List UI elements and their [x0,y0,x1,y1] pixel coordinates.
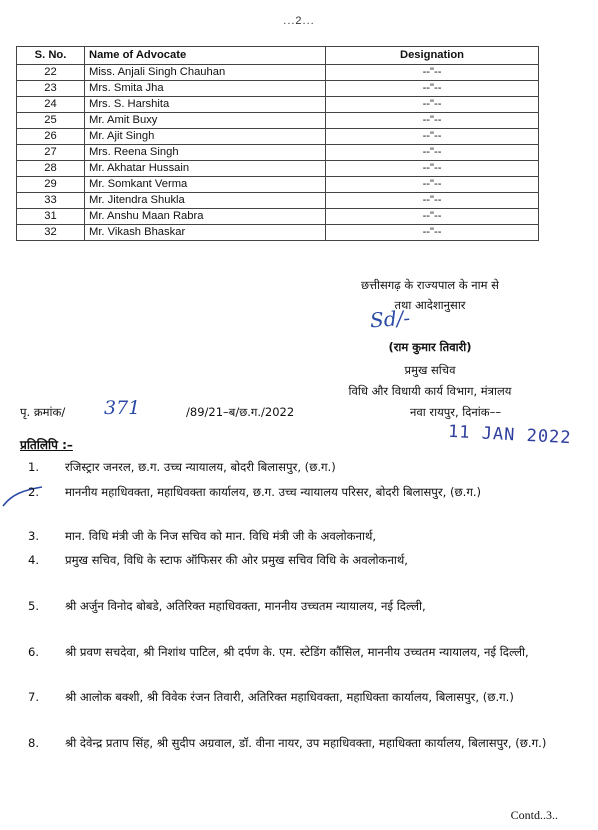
cell-designation: --"-- [326,97,539,113]
cell-designation: --"-- [326,81,539,97]
copy-item [28,481,568,527]
signatory-title: प्रमुख सचिव [404,363,456,377]
cell-sno: 33 [17,193,85,209]
copy-item-number: 3. [28,529,40,543]
table-row [17,65,539,81]
table-row [17,129,539,145]
copy-item-text: रजिस्ट्रार जनरल, छ.ग. उच्च न्यायालय, बोदरी बिलासपुर, (छ.ग.) [65,460,336,474]
signatory-name: (राम कुमार तिवारी) [388,340,472,354]
cell-sno: 29 [17,177,85,193]
cell-sno: 22 [17,65,85,81]
table-row [17,145,539,161]
table-row [17,177,539,193]
table-header-row [17,47,539,65]
cell-name: Mr. Anshu Maan Rabra [85,209,326,225]
copy-item [28,549,568,595]
copy-item [28,456,568,480]
cell-name: Mr. Akhatar Hussain [85,161,326,177]
table-row [17,97,539,113]
copy-item [28,732,568,778]
table-row [17,81,539,97]
cell-designation: --"-- [326,193,539,209]
cell-sno: 27 [17,145,85,161]
cell-name: Mrs. S. Harshita [85,97,326,113]
copy-item-text: माननीय महाधिवक्ता, महाधिवक्ता कार्यालय, छ.ग. उच्च न्यायालय परिसर, बोदरी बिलासपुर, (छ.ग.) [65,485,482,499]
cell-designation: --"-- [326,161,539,177]
cell-name: Mr. Ajit Singh [85,129,326,145]
table-row [17,225,539,241]
date-stamp: 11 JAN 2022 [447,421,573,449]
header-designation: Designation [326,47,539,65]
cell-name: Mrs. Smita Jha [85,81,326,97]
copy-item-number: 4. [28,553,40,567]
table-row [17,209,539,225]
continued-note: Contd..3.. [510,808,558,822]
cell-sno: 28 [17,161,85,177]
reference-place-date: नवा रायपुर, दिनांक–– [410,405,502,419]
copy-item-number: 5. [28,599,40,613]
signature-line-1: छत्तीसगढ़ के राज्यपाल के नाम से [361,278,499,292]
copy-item-text: श्री देवेन्द्र प्रताप सिंह, श्री सुदीप अग्रवाल, डॉ. वीना नायर, उप महाधिवक्ता, महाधिक्ता कार्यालय, बिलासपुर, (छ.ग.) [65,736,547,750]
cell-name: Mr. Somkant Verma [85,177,326,193]
copy-item-text: श्री अर्जुन विनोद बोबडे, अतिरिक्त महाधिवक्ता, माननीय उच्चतम न्यायालय, नई दिल्ली, [65,599,426,613]
signature-line-2: तथा आदेशानुसार [394,298,466,312]
table-row [17,161,539,177]
cell-designation: --"-- [326,65,539,81]
cell-designation: --"-- [326,209,539,225]
copy-item-number: 2. [28,485,40,499]
copy-item-number: 8. [28,736,40,750]
copy-item [28,686,568,732]
copy-to-label: प्रतिलिपि :– [20,438,73,452]
table-row [17,193,539,209]
copy-item [28,641,568,687]
page-number: ...2... [283,15,315,27]
cell-sno: 25 [17,113,85,129]
copy-item-text: श्री प्रवण सचदेवा, श्री निशांथ पाटिल, श्री दर्पण के. एम. स्टेडिंग कौंसिल, माननीय उच्चतम न्यायालय, नई दिल्ली, [65,645,529,659]
header-sno: S. No. [17,47,85,65]
copy-item-number: 6. [28,645,40,659]
cell-name: Mr. Vikash Bhaskar [85,225,326,241]
cell-designation: --"-- [326,225,539,241]
cell-sno: 32 [17,225,85,241]
cell-sno: 31 [17,209,85,225]
advocates-table [16,46,539,241]
cell-name: Miss. Anjali Singh Chauhan [85,65,326,81]
table-row [17,113,539,129]
copy-item [28,525,568,549]
reference-code: /89/21–ब/छ.ग./2022 [186,405,295,419]
cell-sno: 26 [17,129,85,145]
copy-item-number: 1. [28,460,40,474]
cell-designation: --"-- [326,129,539,145]
handwritten-signature: Sd/- [369,305,411,333]
cell-name: Mr. Jitendra Shukla [85,193,326,209]
cell-sno: 24 [17,97,85,113]
header-name: Name of Advocate [85,47,326,65]
cell-designation: --"-- [326,113,539,129]
cell-name: Mrs. Reena Singh [85,145,326,161]
reference-number-handwritten: 371 [104,397,141,419]
reference-label: पृ. क्रमांक/ [20,405,66,419]
copy-item-text: प्रमुख सचिव, विधि के स्टाफ ऑफिसर की ओर प्रमुख सचिव विधि के अवलोकनार्थ, [65,553,408,567]
copy-item-number: 7. [28,690,40,704]
cell-designation: --"-- [326,177,539,193]
cell-name: Mr. Amit Buxy [85,113,326,129]
signatory-department: विधि और विधायी कार्य विभाग, मंत्रालय [348,384,512,398]
cell-sno: 23 [17,81,85,97]
copy-item [28,595,568,641]
cell-designation: --"-- [326,145,539,161]
copy-item-text: श्री आलोक बक्शी, श्री विवेक रंजन तिवारी, अतिरिक्त महाधिवक्ता, महाधिक्ता कार्यालय, बिलासपुर, (छ.ग.) [65,690,514,704]
copy-item-text: मान. विधि मंत्री जी के निज सचिव को मान. विधि मंत्री जी के अवलोकनार्थ, [65,529,377,543]
